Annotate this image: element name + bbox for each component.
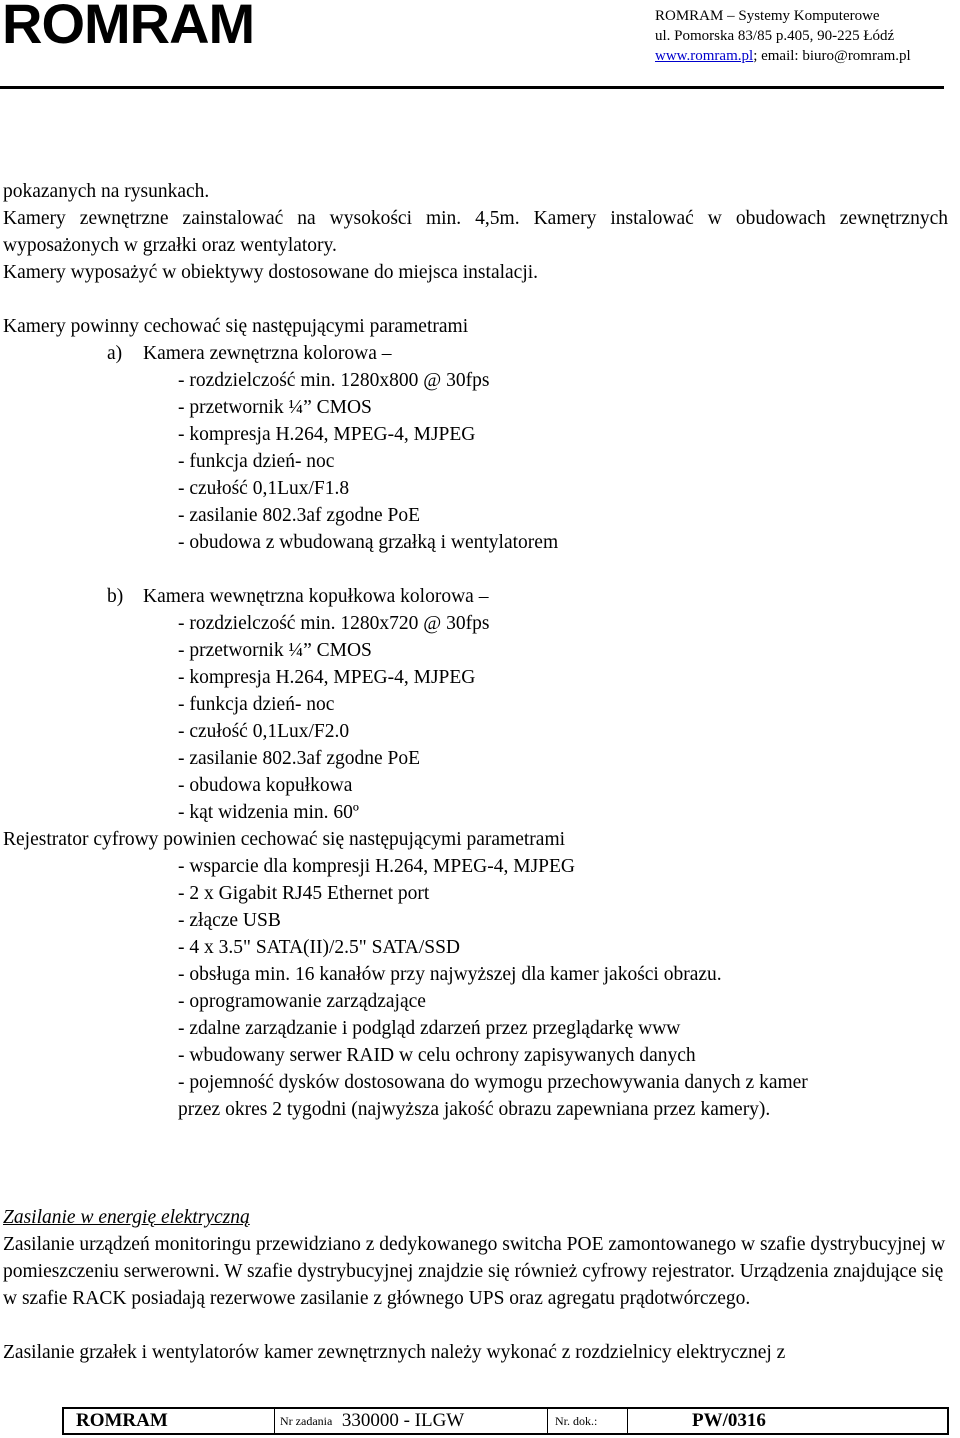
spec-item: - 4 x 3.5" SATA(II)/2.5" SATA/SSD xyxy=(178,937,461,958)
website-link[interactable]: www.romram.pl xyxy=(655,48,754,64)
company-name: ROMRAM – Systemy Komputerowe xyxy=(655,8,880,24)
company-logo: ROMRAM xyxy=(2,0,255,55)
paragraph: Kamery wyposażyć w obiektywy dostosowane do miejsca instalacji. xyxy=(3,262,539,283)
spec-item: - pojemność dysków dostosowana do wymogu przechowywania danych z kamer xyxy=(178,1072,808,1093)
spec-item: - przetwornik ¼” CMOS xyxy=(178,640,372,661)
spec-item: - czułość 0,1Lux/F1.8 xyxy=(178,478,350,499)
spec-item: - obudowa kopułkowa xyxy=(178,775,353,796)
spec-item: - oprogramowanie zarządzające xyxy=(178,991,426,1012)
spec-item: - zasilanie 802.3af zgodne PoE xyxy=(178,505,421,526)
spec-item: - kompresja H.264, MPEG-4, MJPEG xyxy=(178,667,476,688)
task-label: Nr zadania xyxy=(280,1413,333,1428)
spec-item: przez okres 2 tygodni (najwyższa jakość obrazu zapewniana przez kamery). xyxy=(178,1099,771,1120)
spec-item: - przetwornik ¼” CMOS xyxy=(178,397,372,418)
spec-item: - złącze USB xyxy=(178,910,281,931)
company-info xyxy=(655,6,911,66)
spec-item: - rozdzielczość min. 1280x800 @ 30fps xyxy=(178,370,490,391)
header-rule xyxy=(0,86,944,89)
company-address: ul. Pomorska 83/85 p.405, 90-225 Łódź xyxy=(655,28,895,44)
spec-item: - kąt widzenia min. 60º xyxy=(178,802,359,823)
spec-item: - 2 x Gigabit RJ45 Ethernet port xyxy=(178,883,430,904)
doc-label: Nr. dok.: xyxy=(555,1413,598,1428)
doc-number: PW/0316 xyxy=(692,1410,766,1431)
camera-b-heading xyxy=(3,583,948,610)
spec-item: - rozdzielczość min. 1280x720 @ 30fps xyxy=(178,613,490,634)
paragraph: Zasilanie grzałek i wentylatorów kamer zewnętrznych należy wykonać z rozdzielnicy elektrycznej z xyxy=(3,1342,786,1363)
recorder-specs xyxy=(3,853,948,1123)
footer-company: ROMRAM xyxy=(76,1410,168,1431)
spec-item: - obsługa min. 16 kanałów przy najwyższej dla kamer jakości obrazu. xyxy=(178,964,722,985)
camera-a-specs xyxy=(3,367,948,556)
footer-task xyxy=(280,1409,464,1433)
spec-item: - obudowa z wbudowaną grzałką i wentylatorem xyxy=(178,532,559,553)
footer-table xyxy=(62,1407,949,1435)
spec-item: - funkcja dzień- noc xyxy=(178,694,335,715)
spec-item: - kompresja H.264, MPEG-4, MJPEG xyxy=(178,424,476,445)
camera-b-title: Kamera wewnętrzna kopułkowa kolorowa – xyxy=(143,586,489,607)
company-contact xyxy=(655,46,911,66)
camera-b-specs xyxy=(3,610,948,826)
paragraph: Kamery zewnętrzne zainstalować na wysokości min. 4,5m. Kamery instalować w obudowach zewnętrznych wyposażonych w grzałki oraz wentylatory. xyxy=(3,208,948,256)
spec-item: - wsparcie dla kompresji H.264, MPEG-4, MJPEG xyxy=(178,856,575,877)
paragraph: pokazanych na rysunkach. xyxy=(3,181,210,202)
section-title: Zasilanie w energię elektryczną xyxy=(3,1207,250,1228)
spec-item: - zdalne zarządzanie i podgląd zdarzeń przez przeglądarkę www xyxy=(178,1018,681,1039)
recorder-intro: Rejestrator cyfrowy powinien cechować się następującymi parametrami xyxy=(3,829,566,850)
document-body xyxy=(3,178,948,1366)
spec-item: - czułość 0,1Lux/F2.0 xyxy=(178,721,350,742)
spec-item: - zasilanie 802.3af zgodne PoE xyxy=(178,748,421,769)
list-label: b) xyxy=(107,586,124,607)
camera-a-title: Kamera zewnętrzna kolorowa – xyxy=(143,343,392,364)
spec-item: - wbudowany serwer RAID w celu ochrony zapisywanych danych xyxy=(178,1045,696,1066)
params-intro: Kamery powinny cechować się następującymi parametrami xyxy=(3,316,469,337)
task-number: 330000 - ILGW xyxy=(341,1410,465,1431)
list-label: a) xyxy=(107,343,123,364)
email-text: ; email: biuro@romram.pl xyxy=(753,48,911,64)
camera-a-heading xyxy=(3,340,948,367)
spec-item: - funkcja dzień- noc xyxy=(178,451,335,472)
paragraph: Zasilanie urządzeń monitoringu przewidziano z dedykowanego switcha POE zamontowanego w szafie dystrybucyjnej w pomieszczeniu serwerowni. W szafie dystrybucyjnej znajdzie się również cyfrowy rejestrator. Urządzenia znajdujące się w szafie RACK posiadają rezerwowe zasilanie z głównego UPS oraz agregatu prądotwórczego. xyxy=(3,1234,946,1309)
